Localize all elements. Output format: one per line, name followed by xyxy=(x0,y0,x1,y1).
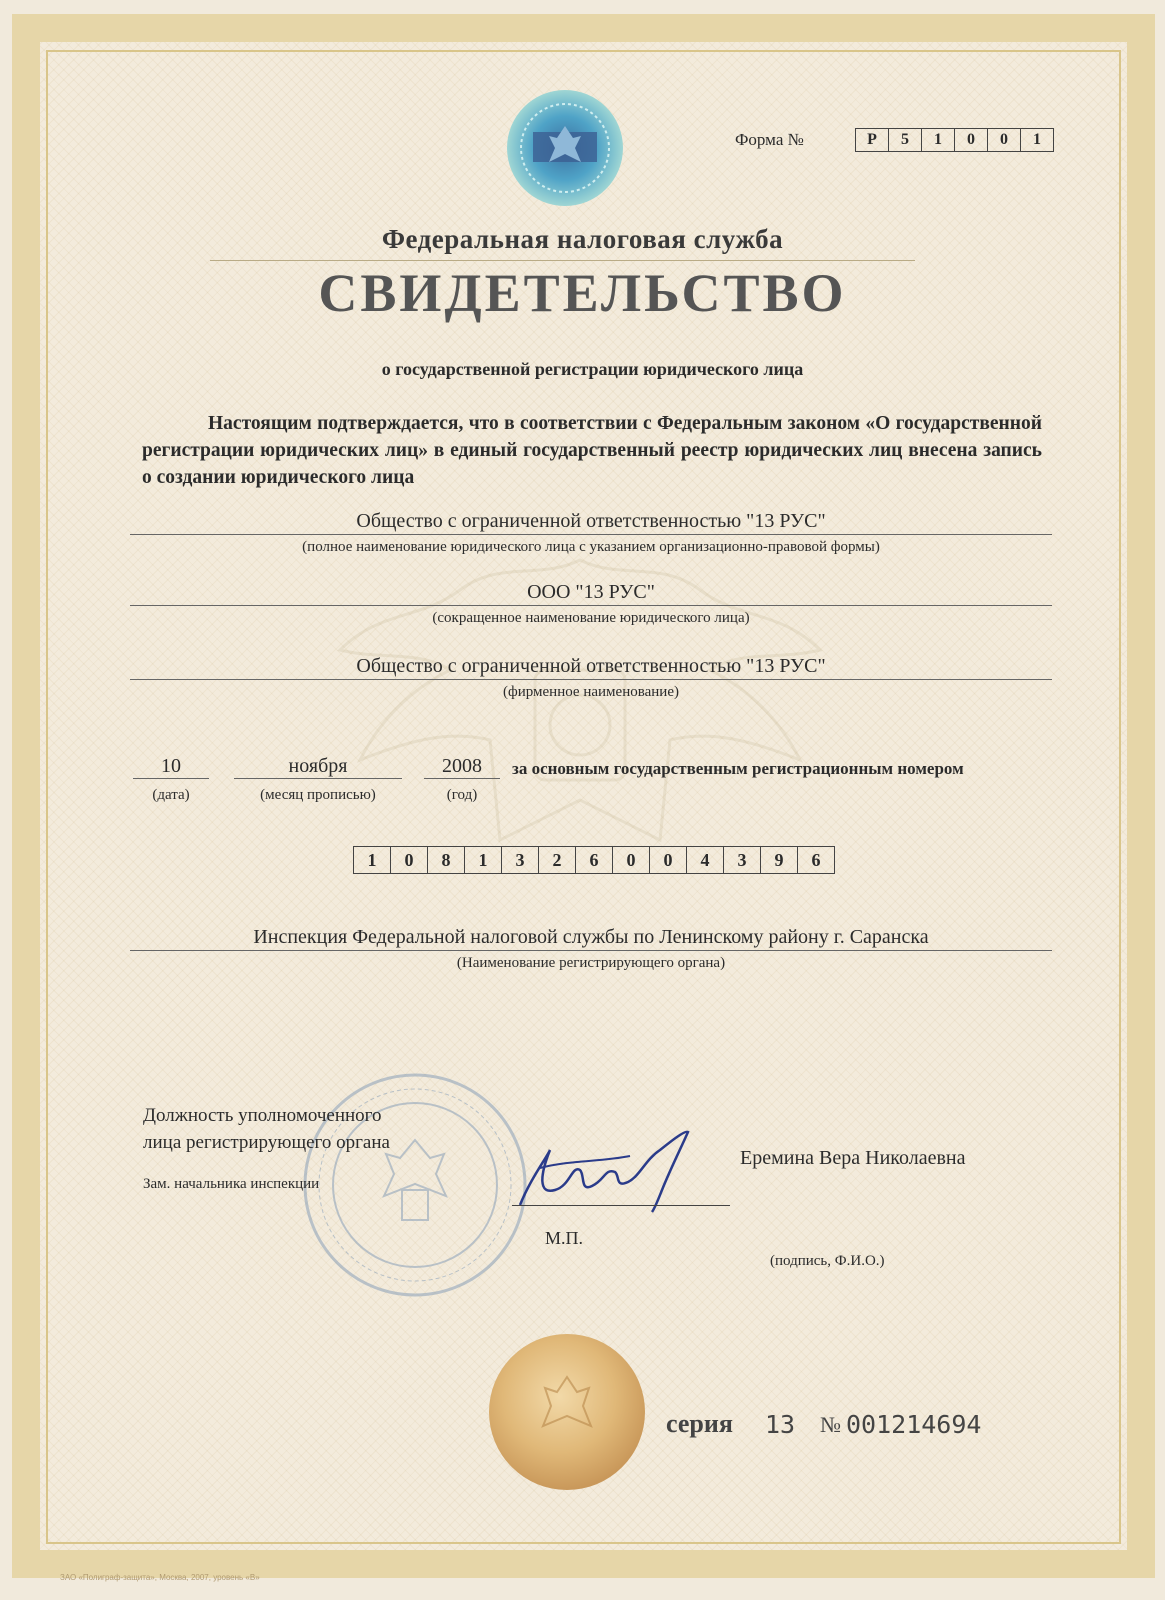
document-subtitle: о государственной регистрации юридического лица xyxy=(381,359,804,379)
signature-line xyxy=(512,1205,730,1206)
ogrn-digit: 8 xyxy=(428,847,465,873)
stamp-place-label: М.П. xyxy=(545,1228,584,1248)
number-sign: № xyxy=(820,1412,841,1437)
signature-caption: (подпись, Ф.И.О.) xyxy=(770,1253,885,1269)
form-cell: 1 xyxy=(1033,131,1041,148)
day-value: 10 xyxy=(133,755,209,779)
registration-month xyxy=(234,755,402,804)
ogrn-digit: 2 xyxy=(539,847,576,873)
ogrn-label: за основным государственным регистрационным номером xyxy=(512,759,964,778)
title-divider xyxy=(210,260,915,261)
certificate-number: 001214694 xyxy=(846,1410,982,1439)
series-value: 13 xyxy=(765,1410,796,1439)
series-label: серия xyxy=(666,1409,733,1438)
brand-name-field xyxy=(130,655,1052,701)
year-caption: (год) xyxy=(446,787,478,803)
full-name-caption: (полное наименование юридического лица с указанием организационно-правовой формы) xyxy=(302,539,880,555)
printer-note: ЗАО «Полиграф-защита», Москва, 2007, уровень «В» xyxy=(60,1573,260,1582)
ogrn-digit: 3 xyxy=(724,847,761,873)
ogrn-digit: 6 xyxy=(811,850,821,870)
agency-title: Федеральная налоговая служба xyxy=(381,224,784,254)
hologram-emblem-icon xyxy=(505,88,625,208)
full-name-field xyxy=(130,510,1052,556)
gold-seal-icon xyxy=(487,1332,647,1492)
form-cell: 1 xyxy=(922,129,955,151)
ogrn-digit: 1 xyxy=(354,847,391,873)
ogrn-digit: 0 xyxy=(391,847,428,873)
ogrn-digit: 6 xyxy=(576,847,613,873)
ogrn-digit: 4 xyxy=(687,847,724,873)
signatory-post: Зам. начальника инспекции xyxy=(143,1176,320,1192)
intro-text: Настоящим подтверждается, что в соответствии с Федеральным законом «О государственной регистрации юридических лиц» в единый государственный реестр юридических лиц внесена запись о создании юридического лица xyxy=(142,413,1042,488)
ogrn-digit: 0 xyxy=(613,847,650,873)
month-value: ноября xyxy=(234,755,402,779)
authority-caption: (Наименование регистрирующего органа) xyxy=(456,955,726,971)
ogrn-digit: 1 xyxy=(465,847,502,873)
registration-day xyxy=(133,755,209,804)
ogrn-digit: 3 xyxy=(502,847,539,873)
form-cell: 5 xyxy=(889,129,922,151)
ogrn-digit: 0 xyxy=(650,847,687,873)
authority-value: Инспекция Федеральной налоговой службы по Ленинскому району г. Саранска xyxy=(130,926,1052,951)
full-name-value: Общество с ограниченной ответственностью "13 РУС" xyxy=(130,510,1052,535)
short-name-caption: (сокращенное наименование юридического лица) xyxy=(432,610,750,626)
day-caption: (дата) xyxy=(152,787,190,803)
authority-field xyxy=(130,926,1052,972)
ogrn-number-cells xyxy=(353,846,835,874)
position-line-1: Должность уполномоченного xyxy=(143,1105,382,1126)
position-line-2: лица регистрирующего органа xyxy=(143,1132,390,1153)
month-caption: (месяц прописью) xyxy=(260,787,376,803)
form-number-cells xyxy=(855,128,1054,152)
registration-year xyxy=(424,755,500,804)
signatory-name: Еремина Вера Николаевна xyxy=(740,1147,966,1169)
form-cell: Р xyxy=(856,129,889,151)
handwritten-signature-icon xyxy=(510,1120,700,1215)
short-name-value: ООО "13 РУС" xyxy=(130,581,1052,606)
document-title: СВИДЕТЕЛЬСТВО xyxy=(318,263,847,323)
form-cell: 0 xyxy=(988,129,1021,151)
brand-name-caption: (фирменное наименование) xyxy=(503,684,679,700)
intro-paragraph xyxy=(142,410,1042,491)
form-cell: 0 xyxy=(955,129,988,151)
form-number-label: Форма № xyxy=(735,130,804,149)
signatory-position xyxy=(143,1102,390,1156)
year-value: 2008 xyxy=(424,755,500,779)
ogrn-digit: 9 xyxy=(761,847,798,873)
short-name-field xyxy=(130,581,1052,627)
brand-name-value: Общество с ограниченной ответственностью "13 РУС" xyxy=(130,655,1052,680)
